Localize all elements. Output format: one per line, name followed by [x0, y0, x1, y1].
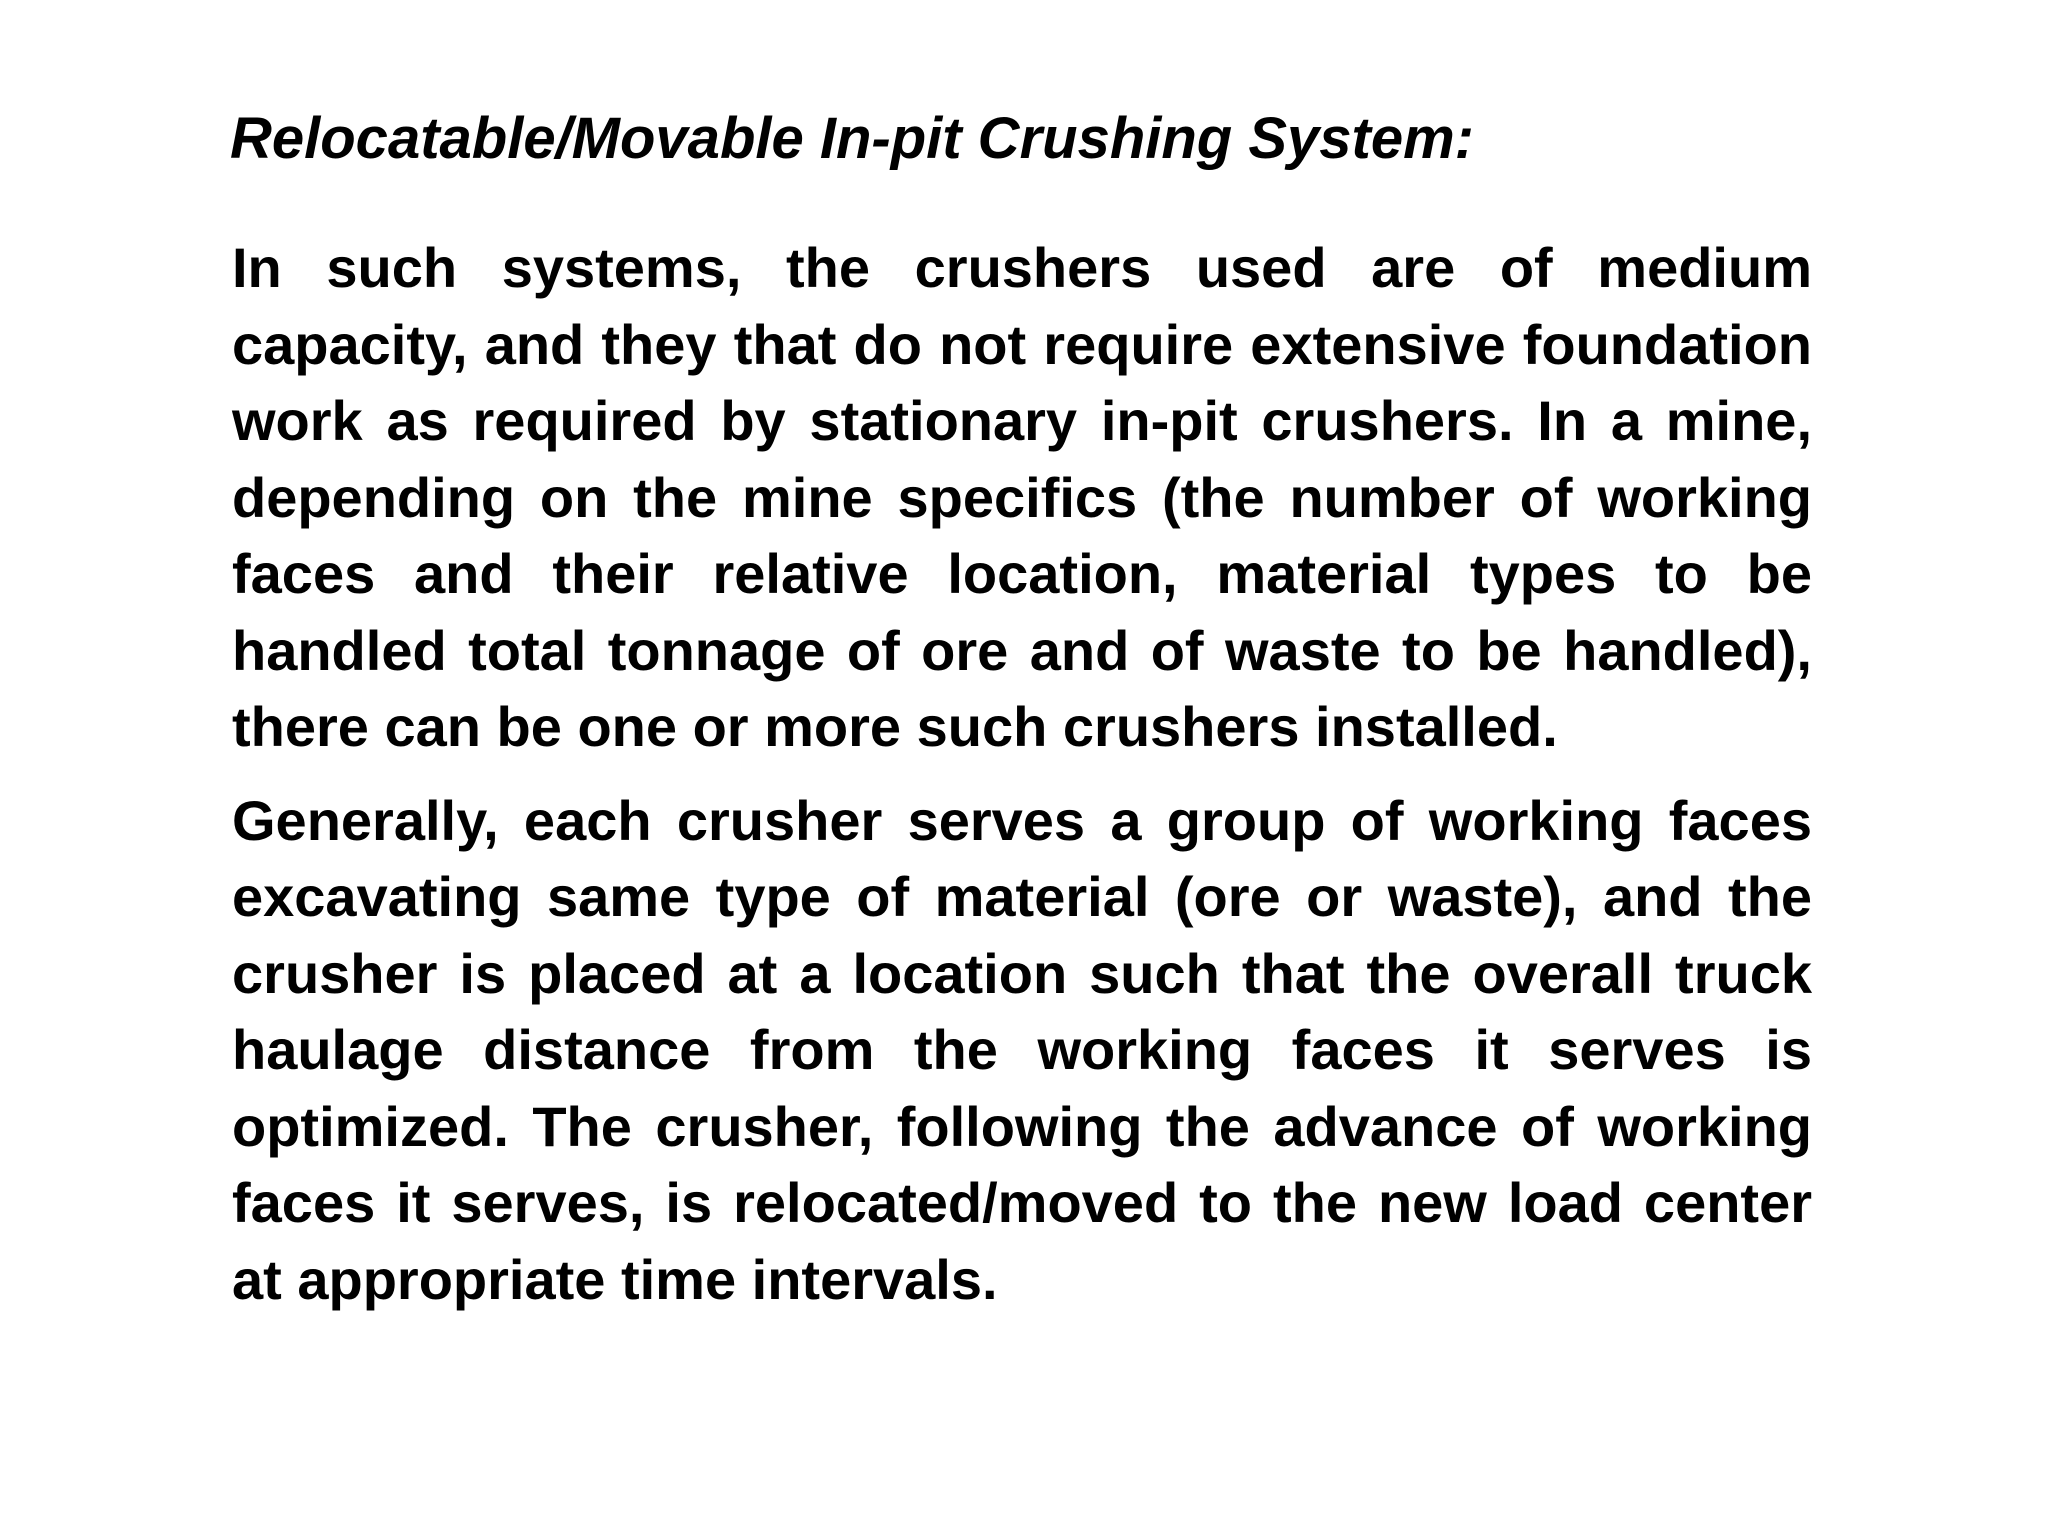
paragraph-1: In such systems, the crushers used are of medium capacity, and they that do not require extensive foundation work as required by stationary in-pit crushers. In a mine, depending on the mine specifics (the number of working faces and their relative location, material types to be handled total tonnage of ore and of waste to be handled), there can be one or more such crushers installed. [232, 236, 1812, 758]
slide-body [232, 230, 1812, 1318]
paragraph-2: Generally, each crusher serves a group of working faces excavating same type of material (ore or waste), and the crusher is placed at a location such that the overall truck haulage distance from the working faces it serves is optimized. The crusher, following the advance of working faces it serves, is relocated/moved to the new load center at appropriate time intervals. [232, 788, 1812, 1311]
slide-title: Relocatable/Movable In-pit Crushing System: [230, 106, 1474, 171]
